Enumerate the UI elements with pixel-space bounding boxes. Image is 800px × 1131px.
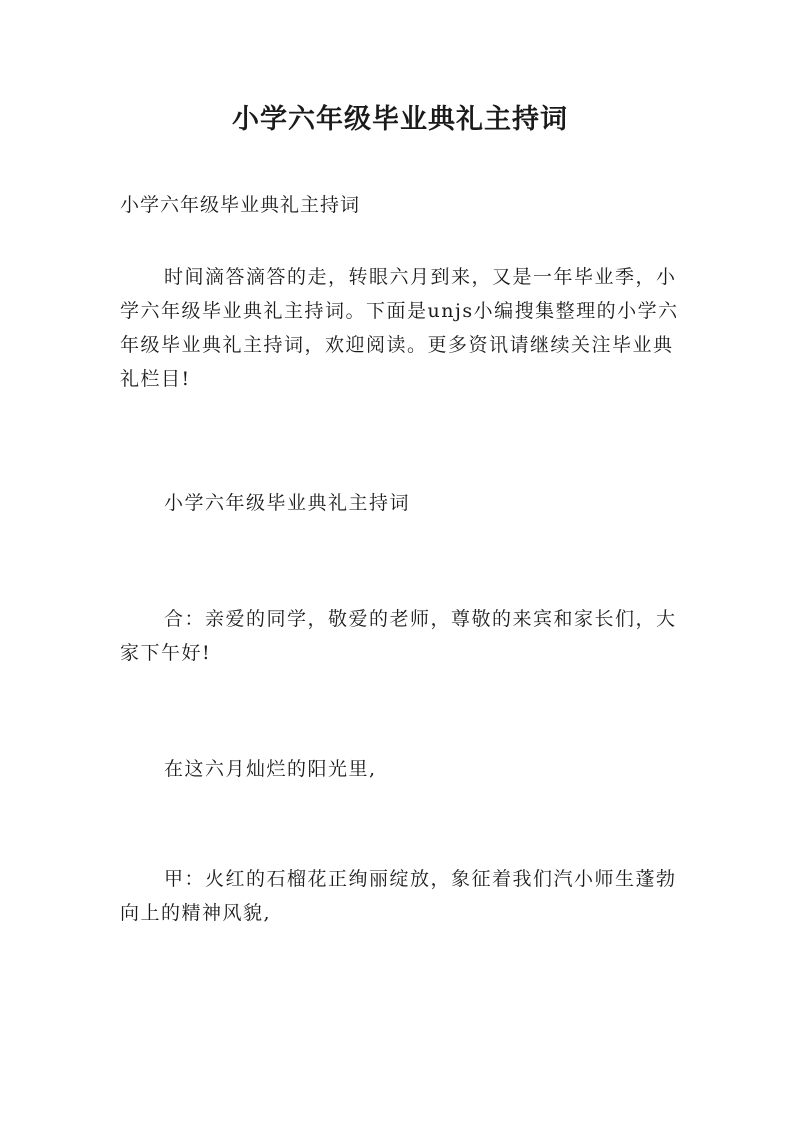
document-title: 小学六年级毕业典礼主持词 <box>232 104 568 135</box>
june-paragraph: 在这六月灿烂的阳光里, <box>164 758 377 780</box>
intro-paragraph: 时间滴答滴答的走，转眼六月到来，又是一年毕业季，小学六年级毕业典礼主持词。下面是unjs小编搜集整理的小学六年级毕业典礼主持词，欢迎阅读。更多资讯请继续关注毕业典礼栏目! <box>120 266 679 390</box>
host-a-paragraph: 甲：火红的石榴花正绚丽绽放，象征着我们汽小师生蓬勃向上的精神风貌, <box>120 868 677 924</box>
document-subtitle: 小学六年级毕业典礼主持词 <box>120 194 361 216</box>
greeting-paragraph: 合：亲爱的同学，敬爱的老师，尊敬的来宾和家长们，大家下午好! <box>120 608 677 664</box>
section-heading-paragraph: 小学六年级毕业典礼主持词 <box>164 492 411 514</box>
